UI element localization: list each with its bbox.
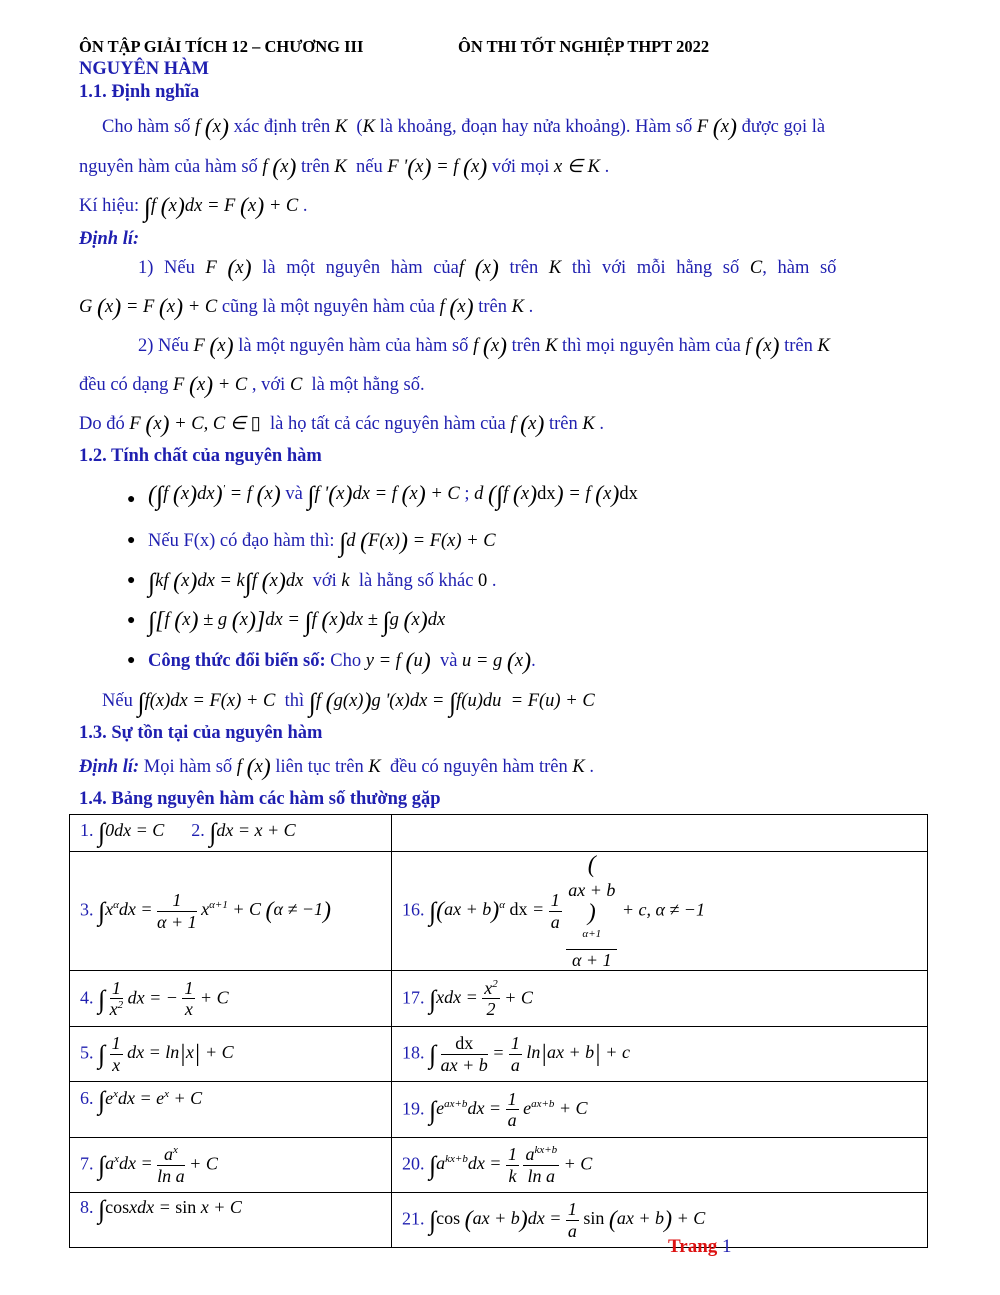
property-3: ∫kf (x)dx = k∫f (x)dx với k là hằng số khác 0 . xyxy=(148,568,497,597)
header-left: ÔN TẬP GIẢI TÍCH 12 – CHƯƠNG III xyxy=(79,37,364,56)
table-row xyxy=(70,1027,928,1082)
section-1-1-title: 1.1. Định nghĩa xyxy=(79,82,200,102)
table-cell: 1. ∫0dx = C 2. ∫dx = x + C xyxy=(70,815,392,852)
property-5: Công thức đổi biến số: Cho y = f (u) và u = g (x). xyxy=(148,649,536,675)
definition-line-1: Cho hàm số f (x) xác định trên K (K là khoảng, đoạn hay nửa khoảng). Hàm số F (x) được gọi là xyxy=(102,115,826,141)
table-cell: 6. $\int e^xdx = e^x + C$ xyxy=(70,1082,392,1138)
table-row xyxy=(70,852,928,971)
antiderivative-table xyxy=(69,814,928,1248)
substitution-line: Nếu ∫f(x)dx = F(x) + C thì ∫f (g(x))g '(x)dx = ∫f(u)du = F(u) + C xyxy=(102,688,595,717)
property-1: (∫f (x)dx)′ = f (x) và ∫f '(x)dx = f (x) + C ; d (∫f (x)dx) = f (x)dx xyxy=(148,481,638,511)
table-cell: 4. ∫ $\frac{1}{x^2}$ dx = − $\frac{1}{x}$ + C xyxy=(70,971,392,1027)
table-cell: 20. $\int a^{kx+b}dx$ = $\frac{1}{k}$ $\frac{a^{kx+b}}{\text{ln a}}$ + C xyxy=(392,1138,928,1193)
section-1-4-title: 1.4. Bảng nguyên hàm các hàm số thường gặp xyxy=(79,789,441,809)
table-cell: 21. ∫cos (ax + b)dx = $\frac{1}{a}$ sin (ax + b) + C xyxy=(392,1193,928,1248)
definition-line-2: nguyên hàm của hàm số f (x) trên K nếu F '(x) = f (x) với mọi x ∈ K . xyxy=(79,155,610,181)
bullet-icon: ● xyxy=(127,613,136,628)
conclusion-line: Do đó F (x) + C, C ∈ ▯ là họ tất cả các nguyên hàm của f (x) trên K . xyxy=(79,412,604,438)
theorem-label: Định lí: xyxy=(79,229,140,249)
page-footer xyxy=(668,1236,732,1258)
table-cell: 19. $\int e^{ax+b}dx$ = $\frac{1}{a}$ $e^{ax+b} + C$ xyxy=(392,1082,928,1138)
table-cell: 7. $\int a^xdx$ = $\frac{a^x}{\text{ln a}}$ + C xyxy=(70,1138,392,1193)
table-cell: 3. $\int x^\alpha dx$ = $\frac{1}{\alpha + 1}$ $x^{\alpha+1} + C$ (α ≠ −1) xyxy=(70,852,392,971)
table-cell: 5. ∫ $\frac{1}{x}$ dx = ln|x| + C xyxy=(70,1027,392,1082)
theorem-1-line-1: 1) Nếu F (x) là một nguyên hàm củaf (x) trên K thì với mỗi hằng số C, hàm số xyxy=(138,256,837,282)
theorem-1-line-2: G (x) = F (x) + C cũng là một nguyên hàm của f (x) trên K . xyxy=(79,295,534,321)
table-row xyxy=(70,971,928,1027)
bullet-icon: ● xyxy=(127,653,136,668)
theorem-2-line-1: 2) Nếu F (x) là một nguyên hàm của hàm số f (x) trên K thì mọi nguyên hàm của f (x) trên K xyxy=(138,334,830,360)
property-2: Nếu F(x) có đạo hàm thì: ∫d (F(x)) = F(x) + C xyxy=(148,528,496,557)
table-row xyxy=(70,815,928,852)
table-row xyxy=(70,1138,928,1193)
table-cell: 17. ∫xdx = $\frac{x^2}{2}$ + C xyxy=(392,971,928,1027)
table-cell: 16. ∫(ax + b)$^\alpha$ dx = $\frac{1}{a}$ ( ax + b ) $^{\alpha+1}$ α + 1 + c, α ≠ −1 xyxy=(392,852,928,971)
section-1-2-title: 1.2. Tính chất của nguyên hàm xyxy=(79,446,322,466)
table-cell: 8. ∫cosxdx = sin x + C xyxy=(70,1193,392,1248)
notation-line: Kí hiệu: ∫f (x)dx = F (x) + C . xyxy=(79,193,308,222)
table-row xyxy=(70,1082,928,1138)
bullet-icon: ● xyxy=(127,573,136,588)
property-4: ∫[f (x) ± g (x)]dx = ∫f (x)dx ± ∫g (x)dx xyxy=(148,607,446,636)
section-1-3-title: 1.3. Sự tồn tại của nguyên hàm xyxy=(79,723,323,743)
header-right: ÔN THI TỐT NGHIỆP THPT 2022 xyxy=(458,37,710,56)
footer-label: Trang xyxy=(668,1236,718,1257)
table-cell xyxy=(392,815,928,852)
chapter-title: NGUYÊN HÀM xyxy=(79,59,210,79)
footer-page-number: 1 xyxy=(722,1236,732,1257)
existence-theorem: Định lí: Mọi hàm số f (x) liên tục trên K đều có nguyên hàm trên K . xyxy=(79,755,594,781)
bullet-icon: ● xyxy=(127,533,136,548)
table-row xyxy=(70,1193,928,1248)
theorem-2-line-2: đều có dạng F (x) + C , với C là một hằng số. xyxy=(79,373,425,399)
bullet-icon: ● xyxy=(127,492,136,507)
table-cell: 18. ∫ $\frac{dx}{ax + b}$ = $\frac{1}{a}$ ln|ax + b| + c xyxy=(392,1027,928,1082)
